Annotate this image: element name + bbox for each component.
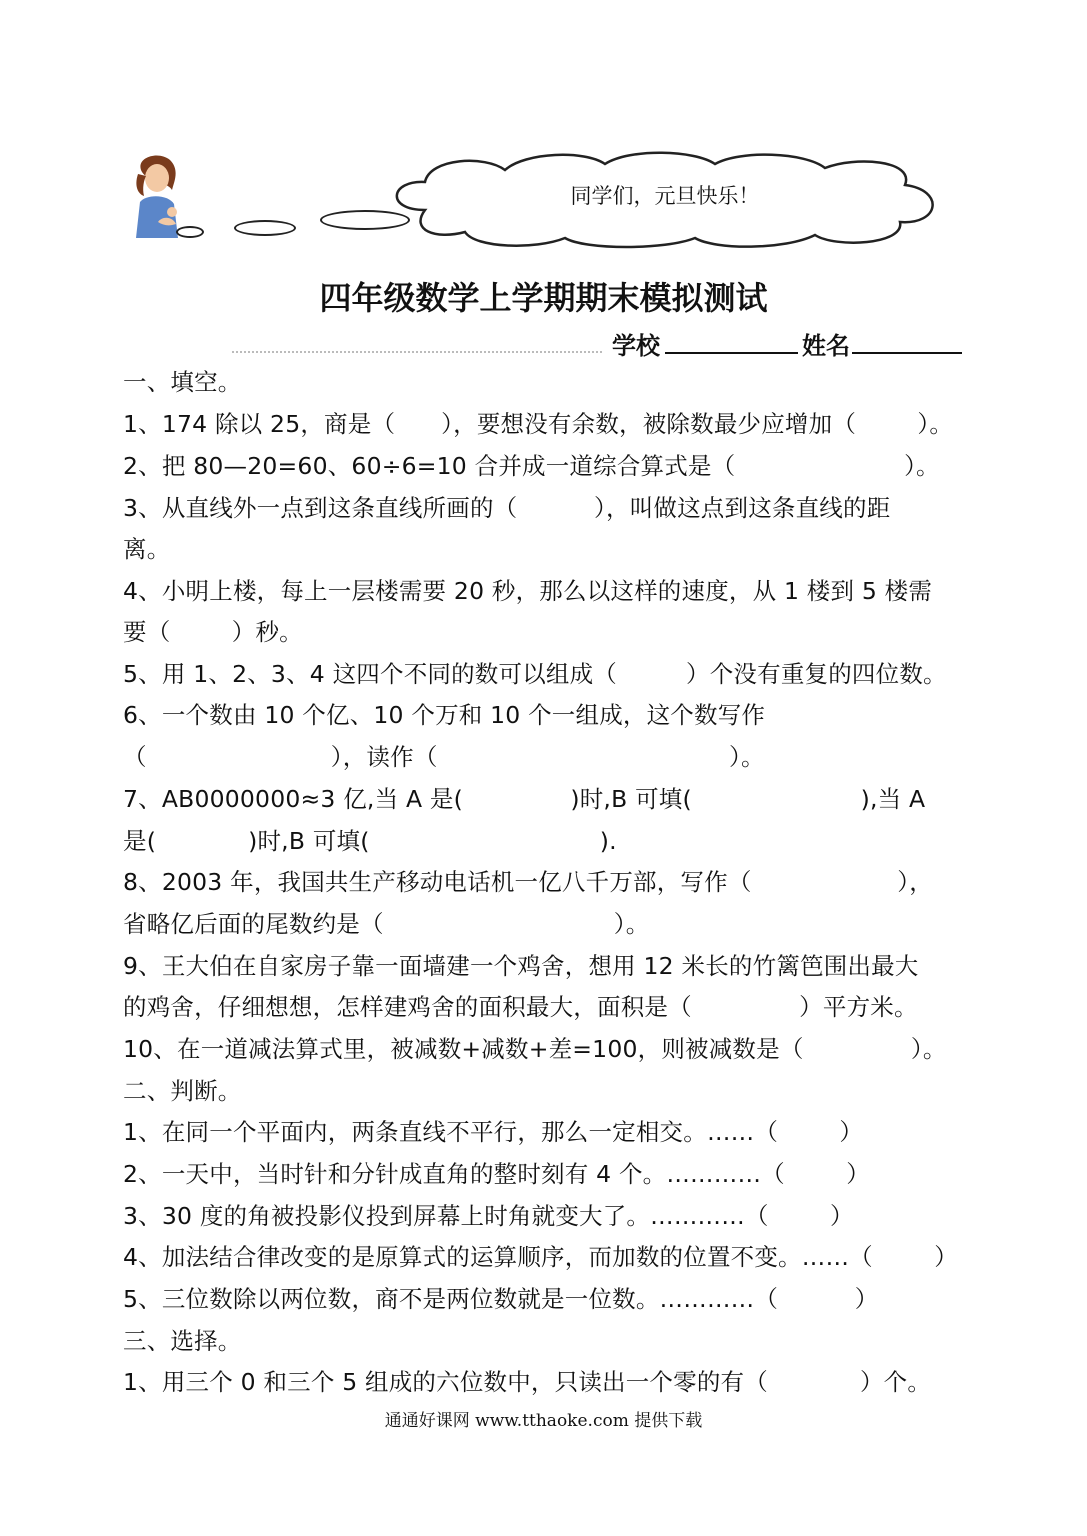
question-line: 6、一个数由 10 个亿、10 个万和 10 个一组成，这个数写作	[123, 701, 766, 729]
section-heading-choice: 三、选择。	[123, 1327, 242, 1355]
question-line: 5、用 1、2、3、4 这四个不同的数可以组成（ ）个没有重复的四位数。	[123, 660, 947, 688]
thought-bubble-small	[176, 226, 204, 238]
question-line: 2、一天中，当时针和分针成直角的整时刻有 4 个。…………（ ）	[123, 1160, 870, 1188]
question-line: 3、30 度的角被投影仪投到屏幕上时角就变大了。…………（ ）	[123, 1202, 854, 1230]
question-line: 10、在一道减法算式里，被减数+减数+差=100，则被减数是（ ）。	[123, 1035, 947, 1063]
question-line: 4、加法结合律改变的是原算式的运算顺序，而加数的位置不变。……（ ）	[123, 1243, 958, 1271]
dotted-divider	[232, 347, 602, 353]
page-title: 四年级数学上学期期末模拟测试	[319, 279, 768, 317]
question-line: 3、从直线外一点到这条直线所画的（ ），叫做这点到这条直线的距	[123, 494, 891, 522]
thought-bubble-large	[320, 210, 410, 230]
school-blank[interactable]	[665, 352, 798, 354]
school-label: 学校	[612, 332, 660, 360]
question-line: （ ），读作（ ）。	[123, 743, 765, 771]
question-line: 9、王大伯在自家房子靠一面墙建一个鸡舍，想用 12 米长的竹篱笆围出最大	[123, 952, 919, 980]
name-label: 姓名	[802, 332, 850, 360]
page-footer: 通通好课网 www.tthaoke.com 提供下载	[384, 1411, 703, 1431]
question-line: 的鸡舍，仔细想想，怎样建鸡舍的面积最大，面积是（ ）平方米。	[123, 993, 918, 1021]
question-line: 1、用三个 0 和三个 5 组成的六位数中，只读出一个零的有（ ）个。	[123, 1368, 932, 1396]
thought-bubble-medium	[234, 220, 296, 236]
name-blank[interactable]	[852, 352, 962, 354]
question-line: 要（ ）秒。	[123, 618, 303, 646]
greeting-text: 同学们，元旦快乐！	[570, 184, 760, 208]
teacher-illustration	[128, 152, 186, 238]
question-line: 5、三位数除以两位数，商不是两位数就是一位数。…………（ ）	[123, 1285, 879, 1313]
question-line: 4、小明上楼，每上一层楼需要 20 秒，那么以这样的速度，从 1 楼到 5 楼需	[123, 577, 933, 605]
question-line: 离。	[123, 535, 171, 563]
question-line: 2、把 80—20=60、60÷6=10 合并成一道综合算式是（ ）。	[123, 452, 940, 480]
question-line: 是( )时,B 可填( ).	[123, 827, 617, 855]
question-line: 7、AB0000000≈3 亿,当 A 是( )时,B 可填( ),当 A	[123, 785, 926, 813]
question-line: 1、174 除以 25，商是（ ），要想没有余数，被除数最少应增加（ ）。	[123, 410, 954, 438]
section-heading-fill: 一、填空。	[123, 368, 242, 396]
question-line: 1、在同一个平面内，两条直线不平行，那么一定相交。……（ ）	[123, 1118, 864, 1146]
section-heading-judge: 二、判断。	[123, 1077, 242, 1105]
question-line: 省略亿后面的尾数约是（ ）。	[123, 910, 650, 938]
question-line: 8、2003 年，我国共生产移动电话机一亿八千万部，写作（ ），	[123, 868, 933, 896]
